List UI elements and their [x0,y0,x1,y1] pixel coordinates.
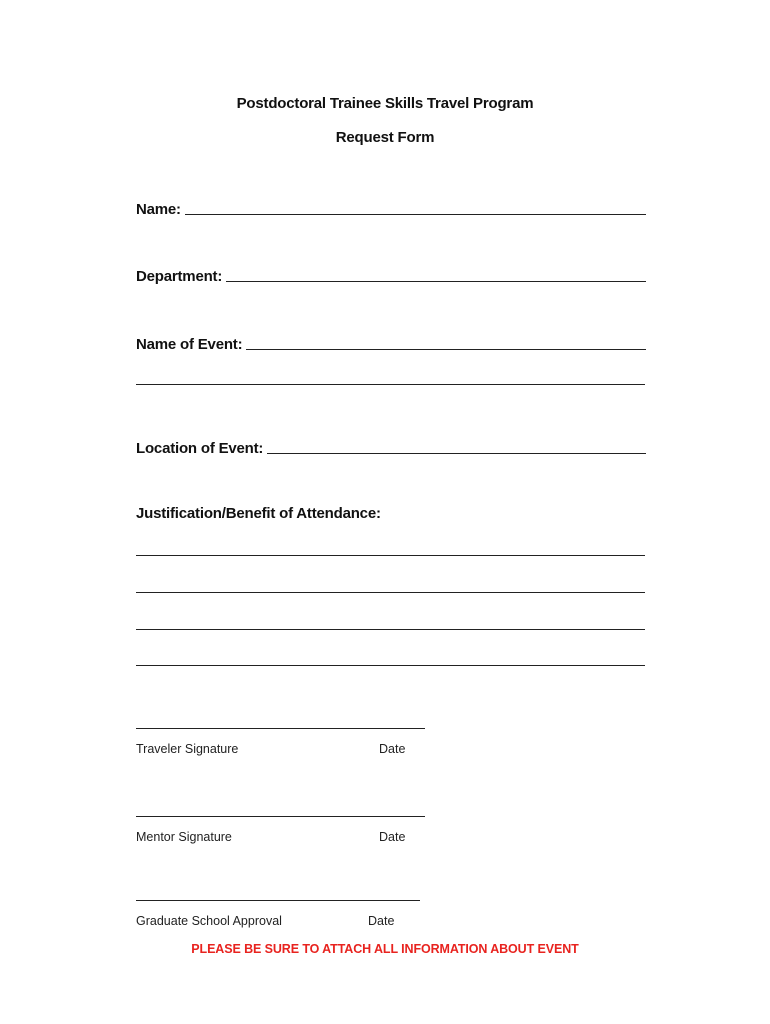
department-label: Department: [136,268,223,285]
form-subtitle: Request Form [335,129,435,146]
department-input-line[interactable] [226,281,646,282]
attach-information-notice: PLEASE BE SURE TO ATTACH ALL INFORMATION ABOUT EVENT [191,942,579,956]
traveler-date-label: Date [379,742,406,756]
name-field[interactable] [136,196,646,218]
justification-line-4[interactable] [136,665,645,666]
justification-line-2[interactable] [136,592,645,593]
mentor-date-label: Date [379,830,406,844]
event-location-input-line[interactable] [267,453,646,454]
name-label: Name: [136,201,181,218]
event-name-field[interactable] [136,331,646,353]
justification-line-3[interactable] [136,629,645,630]
department-field[interactable] [136,263,646,285]
traveler-signature-line[interactable] [136,728,425,729]
graduate-school-approval-line[interactable] [136,900,420,901]
graduate-school-date-label: Date [368,914,395,928]
justification-heading: Justification/Benefit of Attendance: [136,505,381,522]
mentor-signature-line[interactable] [136,816,425,817]
form-title: Postdoctoral Trainee Skills Travel Program [236,95,534,112]
event-location-label: Location of Event: [136,440,264,457]
name-input-line[interactable] [185,214,646,215]
mentor-signature-label: Mentor Signature [136,830,232,844]
traveler-signature-label: Traveler Signature [136,742,239,756]
event-name-label: Name of Event: [136,336,243,353]
graduate-school-approval-label: Graduate School Approval [136,914,282,928]
justification-line-1[interactable] [136,555,645,556]
event-name-input-line[interactable] [246,349,646,350]
event-name-continuation-line[interactable] [136,384,645,385]
event-location-field[interactable] [136,435,646,457]
